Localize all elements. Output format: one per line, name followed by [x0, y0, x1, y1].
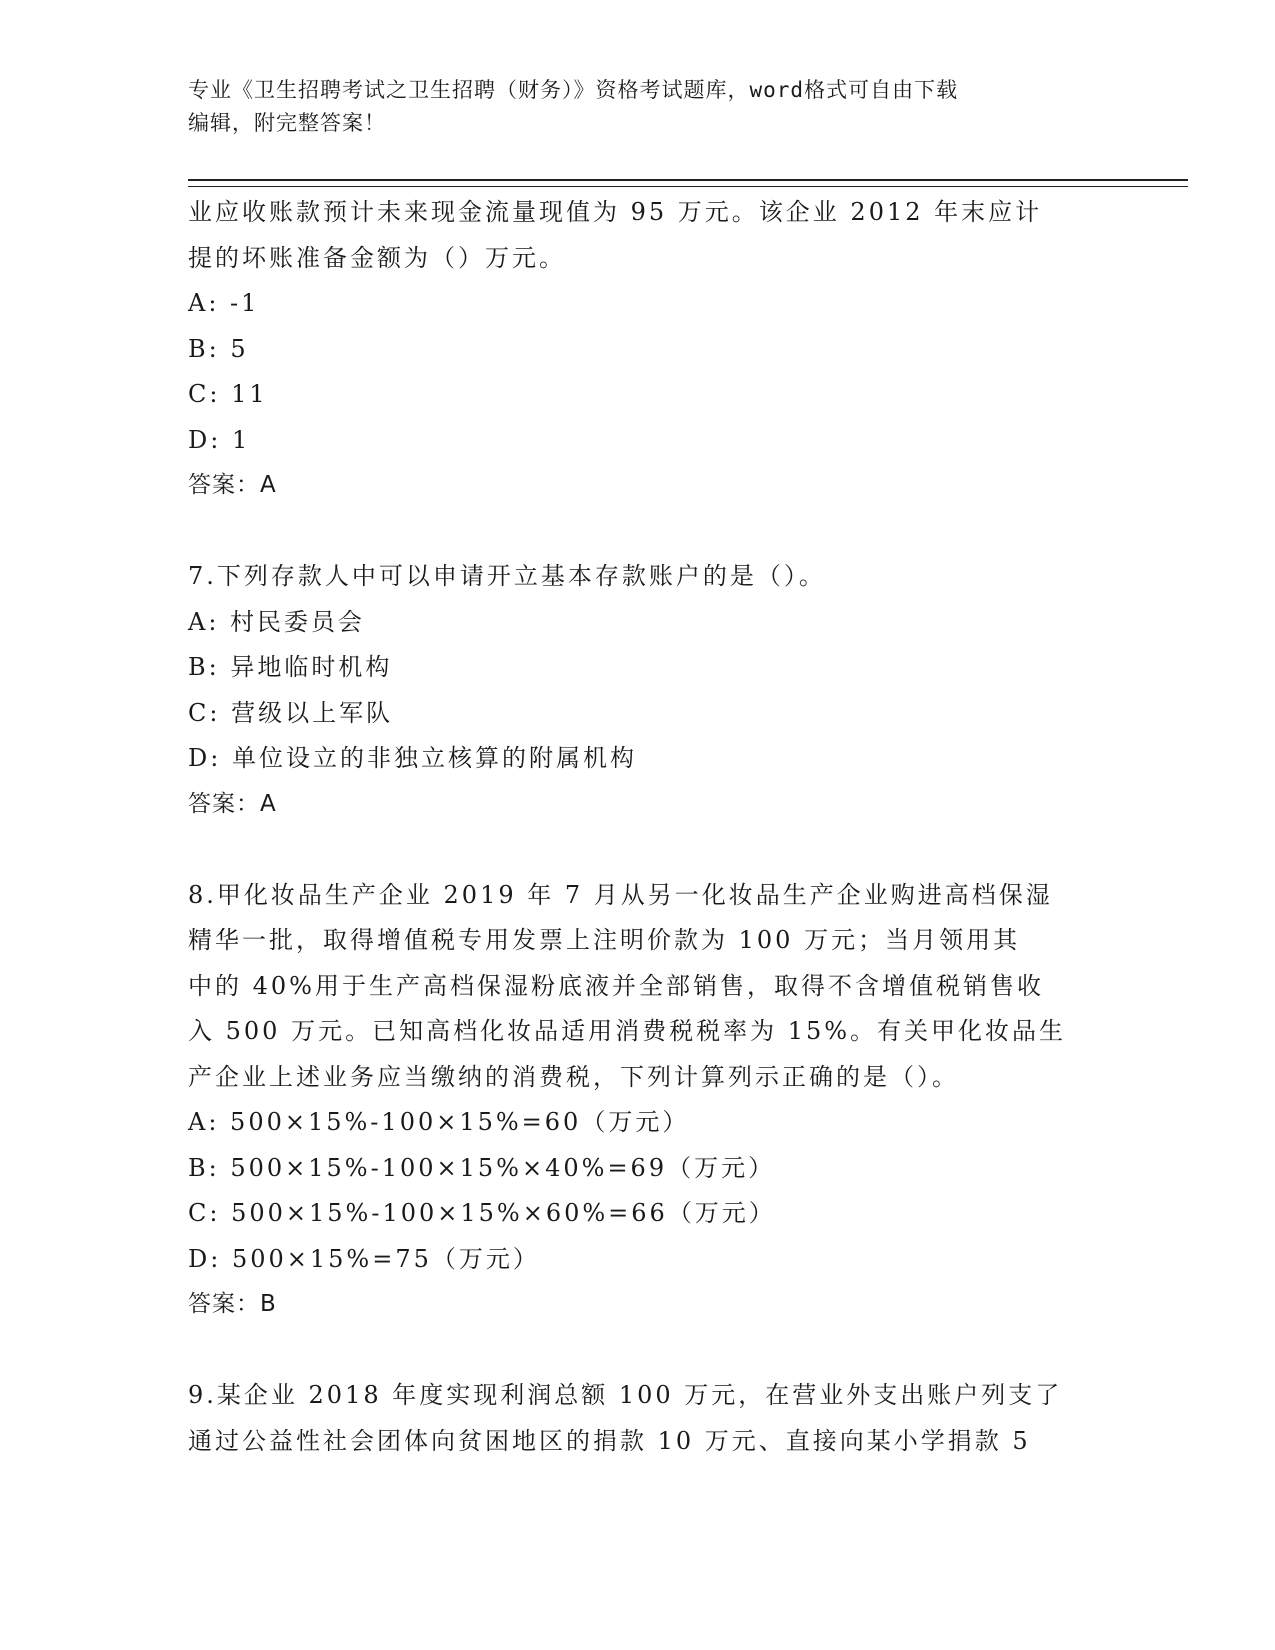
question-list: [188, 190, 1088, 1464]
question-text-line: 通过公益性社会团体向贫困地区的捐款 10 万元、直接向某小学捐款 5: [188, 1426, 1031, 1455]
option-d: D: 1: [188, 425, 251, 454]
option-d: D: 500×15%=75（万元）: [188, 1244, 540, 1273]
option-b: B: 5: [188, 334, 249, 363]
option-c: C: 500×15%-100×15%×60%=66（万元）: [188, 1199, 776, 1227]
header-divider-thick: [188, 179, 1188, 181]
answer-label: 答案：A: [188, 472, 277, 498]
option-b: B: 500×15%-100×15%×40%=69（万元）: [188, 1153, 776, 1182]
document-header: [188, 74, 1068, 140]
option-c: C: 营级以上军队: [188, 698, 394, 727]
header-line-1: 专业《卫生招聘考试之卫生招聘（财务）》资格考试题库，word格式可自由下载: [188, 78, 959, 102]
option-d: D: 单位设立的非独立核算的附属机构: [188, 744, 637, 772]
option-c: C: 11: [188, 380, 268, 408]
question-text-line: 产企业上述业务应当缴纳的消费税，下列计算列示正确的是（）。: [188, 1062, 959, 1091]
answer-label: 答案：A: [188, 790, 277, 817]
option-a: A: 村民委员会: [188, 607, 366, 636]
question-text-line: 9.某企业 2018 年度实现利润总额 100 万元，在营业外支出账户列支了: [188, 1381, 1063, 1409]
question-8: [188, 873, 1088, 1328]
question-6: [188, 190, 1088, 509]
question-text-line: 提的坏账准备金额为（）万元。: [188, 243, 566, 272]
option-a: A: 500×15%-100×15%=60（万元）: [188, 1108, 690, 1136]
option-a: A: -1: [188, 289, 260, 317]
question-9: [188, 1373, 1088, 1464]
question-7: [188, 554, 1088, 827]
question-text-line: 精华一批，取得增值税专用发票上注明价款为 100 万元；当月领用其: [188, 926, 1021, 954]
header-line-2: 编辑，附完整答案！: [188, 111, 386, 135]
question-text-line: 8.甲化妆品生产企业 2019 年 7 月从另一化妆品生产企业购进高档保湿: [188, 880, 1053, 909]
question-text-line: 7.下列存款人中可以申请开立基本存款账户的是（）。: [188, 562, 826, 590]
question-text-line: 业应收账款预计未来现金流量现值为 95 万元。该企业 2012 年末应计: [188, 198, 1043, 226]
option-b: B: 异地临时机构: [188, 653, 393, 681]
header-divider-thin: [188, 186, 1188, 187]
question-text-line: 入 500 万元。已知高档化妆品适用消费税税率为 15%。有关甲化妆品生: [188, 1017, 1067, 1045]
answer-label: 答案：B: [188, 1291, 277, 1317]
question-text-line: 中的 40%用于生产高档保湿粉底液并全部销售，取得不含增值税销售收: [188, 971, 1044, 1000]
